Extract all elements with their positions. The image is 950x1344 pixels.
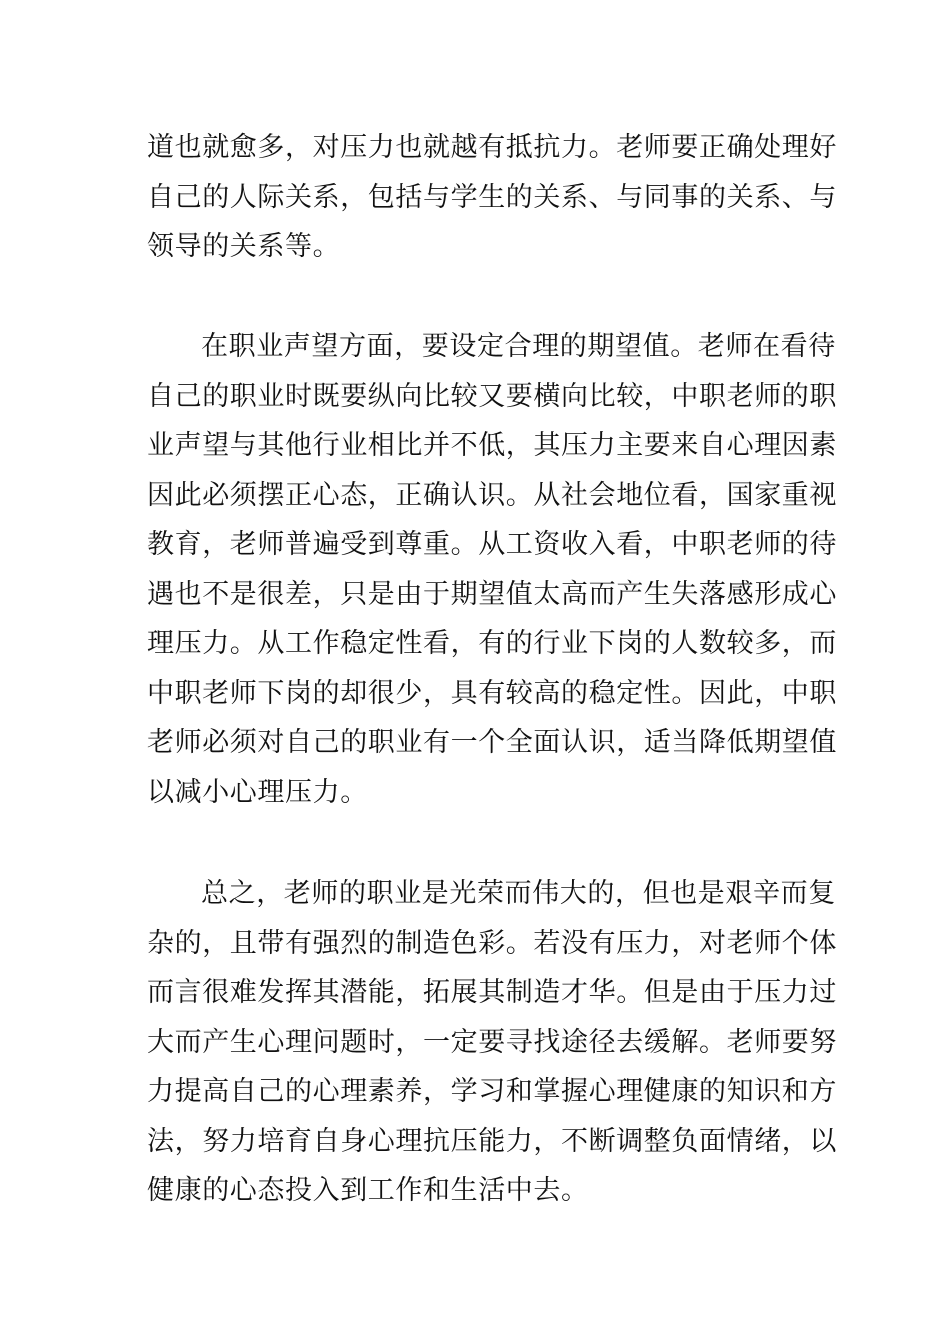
text-line: 以减小心理压力。 — [147, 776, 368, 808]
paragraph-3 — [147, 869, 837, 1216]
text-line: 力提高自己的心理素养，学习和掌握心理健康的知识和方 — [147, 1076, 837, 1107]
text-line: 领导的关系等。 — [147, 231, 341, 262]
text-line: 大而产生心理问题时，一定要寻找途径去缓解。老师要努 — [147, 1026, 837, 1058]
text-line: 业声望与其他行业相比并不低，其压力主要来自心理因素 — [147, 430, 837, 461]
text-line: 道也就愈多，对压力也就越有抵抗力。老师要正确处理好 — [147, 132, 837, 163]
text-line: 因此必须摆正心态，正确认识。从社会地位看，国家重视 — [147, 479, 837, 511]
text-line: 理压力。从工作稳定性看，有的行业下岗的人数较多，而 — [147, 628, 837, 659]
text-line: 遇也不是很差，只是由于期望值太高而产生失落感形成心 — [147, 578, 837, 610]
text-line: 自己的人际关系，包括与学生的关系、与同事的关系、与 — [147, 181, 837, 213]
text-line: 教育，老师普遍受到尊重。从工资收入看，中职老师的待 — [147, 529, 837, 560]
text-line: 而言很难发挥其潜能，拓展其制造才华。但是由于压力过 — [147, 977, 837, 1008]
paragraph-1 — [147, 123, 837, 272]
text-line: 自己的职业时既要纵向比较又要横向比较，中职老师的职 — [147, 380, 837, 412]
text-line: 老师必须对自己的职业有一个全面认识，适当降低期望值 — [147, 727, 837, 758]
text-line: 健康的心态投入到工作和生活中去。 — [147, 1175, 589, 1206]
text-line: 杂的，且带有强烈的制造色彩。若没有压力，对老师个体 — [147, 927, 837, 959]
text-line: 在职业声望方面，要设定合理的期望值。老师在看待 — [201, 331, 836, 362]
paragraph-2 — [147, 322, 837, 817]
text-line: 总之，老师的职业是光荣而伟大的，但也是艰辛而复 — [201, 878, 836, 909]
text-line: 法，努力培育自身心理抗压能力，不断调整负面情绪，以 — [147, 1125, 837, 1157]
text-line: 中职老师下岗的却很少，具有较高的稳定性。因此，中职 — [147, 677, 837, 709]
